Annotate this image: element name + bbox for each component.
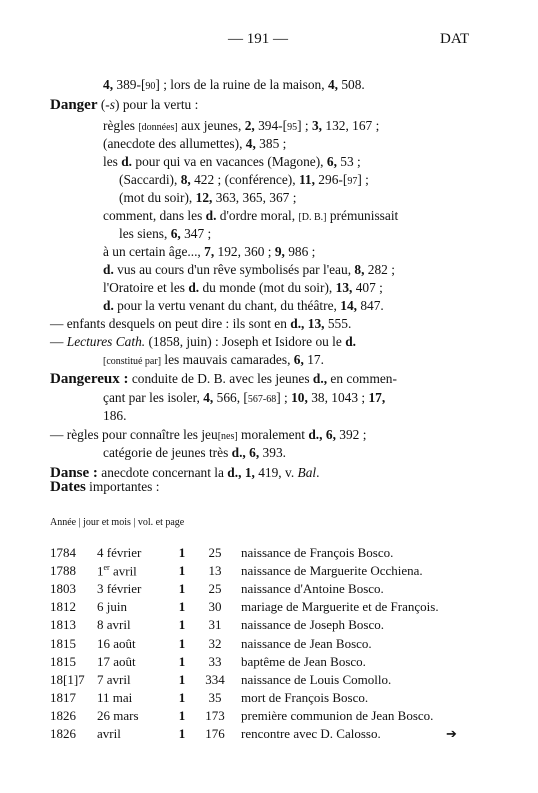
event-cell: naissance de Louis Comollo. xyxy=(241,671,392,687)
day-cell: 8 avril xyxy=(97,617,131,633)
table-row xyxy=(0,636,538,654)
day-cell: 6 juin xyxy=(97,599,127,615)
page-cell: 13 xyxy=(208,563,222,579)
day-cell: 16 août xyxy=(97,635,136,651)
day-cell: 7 avril xyxy=(97,671,131,687)
table-row xyxy=(0,581,538,599)
day-cell: 26 mars xyxy=(97,707,139,723)
entry-dangereux: Dangereux : conduite de D. B. avec les jeunes d., en commen- xyxy=(50,371,397,387)
volume-cell: 1 xyxy=(178,707,186,723)
year-cell: 1813 xyxy=(50,617,76,633)
table-row xyxy=(0,672,538,690)
year-cell: 1817 xyxy=(50,689,76,705)
page-cell: 25 xyxy=(208,545,222,560)
year-cell: 18[1]7 xyxy=(50,671,85,687)
event-cell: naissance de Joseph Bosco. xyxy=(241,617,384,633)
volume-cell: 1 xyxy=(178,671,186,687)
table-row xyxy=(0,563,538,581)
text-line: comment, dans les d. d'ordre moral, [D. B.] prémunissait xyxy=(103,208,399,223)
text-line: — enfants desquels on peut dire : ils sont en d., 13, 555. xyxy=(50,316,352,331)
page-cell: 35 xyxy=(208,689,222,705)
year-cell: 1788 xyxy=(50,563,76,579)
day-cell: 17 août xyxy=(97,653,136,669)
page-cell: 32 xyxy=(208,635,222,651)
year-cell: 1803 xyxy=(50,581,76,597)
event-cell: mort de François Bosco. xyxy=(241,689,369,705)
entry-danger: Danger (-s) pour la vertu : xyxy=(50,97,199,113)
event-cell: première communion de Jean Bosco. xyxy=(241,707,434,723)
event-cell: rencontre avec D. Calosso. xyxy=(241,726,381,741)
event-cell: naissance de François Bosco. xyxy=(241,545,394,560)
volume-cell: 1 xyxy=(178,653,186,669)
text-line: çant par les isoler, 4, 566, [567-68] ; 10, 38, 1043 ; 17, xyxy=(103,390,386,405)
text-line: — règles pour connaître les jeu[nes] moralement d., 6, 392 ; xyxy=(50,427,367,442)
year-cell: 1826 xyxy=(50,726,76,741)
text-line: règles [données] aux jeunes, 2, 394-[95] ; 3, 132, 167 ; xyxy=(103,118,380,133)
volume-cell: 1 xyxy=(178,617,186,633)
table-row xyxy=(0,726,538,744)
volume-cell: 1 xyxy=(178,581,186,597)
page-number: — 191 — xyxy=(228,31,288,47)
day-cell: avril xyxy=(97,726,121,741)
table-row xyxy=(0,599,538,617)
text-line: à un certain âge..., 7, 192, 360 ; 9, 986 ; xyxy=(103,244,316,259)
page-cell: 30 xyxy=(208,599,222,615)
section-code: DAT xyxy=(440,31,470,47)
page-cell: 25 xyxy=(208,581,222,597)
volume-cell: 1 xyxy=(178,689,186,705)
page-cell: 173 xyxy=(205,707,225,723)
event-cell: baptême de Jean Bosco. xyxy=(241,653,366,669)
text-line: catégorie de jeunes très d., 6, 393. xyxy=(103,445,286,460)
text-line: les d. pour qui va en vacances (Magone), 6, 53 ; xyxy=(103,154,361,169)
table-row xyxy=(0,690,538,708)
text-line: l'Oratoire et les d. du monde (mot du soir), 13, 407 ; xyxy=(103,280,383,295)
event-cell: mariage de Marguerite et de François. xyxy=(241,599,439,615)
text-line: — Lectures Cath. (1858, juin) : Joseph et Isidore ou le d. xyxy=(50,334,356,349)
event-cell: naissance de Jean Bosco. xyxy=(241,635,372,651)
year-cell: 1815 xyxy=(50,635,76,651)
volume-cell: 1 xyxy=(178,563,186,579)
volume-cell: 1 xyxy=(178,545,186,560)
event-cell: naissance d'Antoine Bosco. xyxy=(241,581,384,597)
page-cell: 176 xyxy=(205,726,225,741)
volume-cell: 1 xyxy=(178,635,186,651)
text-line: [constitué par] les mauvais camarades, 6, 17. xyxy=(103,352,324,367)
year-cell: 1784 xyxy=(50,545,76,560)
page-cell: 33 xyxy=(208,653,222,669)
text-line: 4, 389-[90] ; lors de la ruine de la maison, 4, 508. xyxy=(103,77,365,92)
continue-arrow-icon: ➔ xyxy=(446,726,457,741)
text-line: d. vus au cours d'un rêve symbolisés par l'eau, 8, 282 ; xyxy=(103,262,395,277)
year-cell: 1815 xyxy=(50,653,76,669)
text-line: d. pour la vertu venant du chant, du théâtre, 14, 847. xyxy=(103,298,384,313)
day-cell: 1er avril xyxy=(97,563,137,579)
table-row xyxy=(0,545,538,563)
volume-cell: 1 xyxy=(178,726,186,741)
entry-dates: Dates importantes : xyxy=(50,479,160,495)
year-cell: 1812 xyxy=(50,599,76,615)
table-header: Année | jour et mois | vol. et page xyxy=(50,517,185,528)
text-line: (anecdote des allumettes), 4, 385 ; xyxy=(103,136,287,151)
table-row xyxy=(0,617,538,635)
text-line: 186. xyxy=(103,408,127,423)
event-cell: naissance de Marguerite Occhiena. xyxy=(241,563,423,579)
table-row xyxy=(0,708,538,726)
text-line: (mot du soir), 12, 363, 365, 367 ; xyxy=(119,190,297,205)
text-line: les siens, 6, 347 ; xyxy=(119,226,212,241)
year-cell: 1826 xyxy=(50,707,76,723)
page-cell: 334 xyxy=(205,671,225,687)
entry-danse: Danse : anecdote concernant la d., 1, 419, v. Bal. xyxy=(50,465,320,481)
day-cell: 4 février xyxy=(97,545,142,560)
table-row xyxy=(0,654,538,672)
page-cell: 31 xyxy=(208,617,222,633)
text-line: (Saccardi), 8, 422 ; (conférence), 11, 296-[97] ; xyxy=(119,172,369,187)
volume-cell: 1 xyxy=(178,599,186,615)
day-cell: 11 mai xyxy=(97,689,133,705)
day-cell: 3 février xyxy=(97,581,142,597)
